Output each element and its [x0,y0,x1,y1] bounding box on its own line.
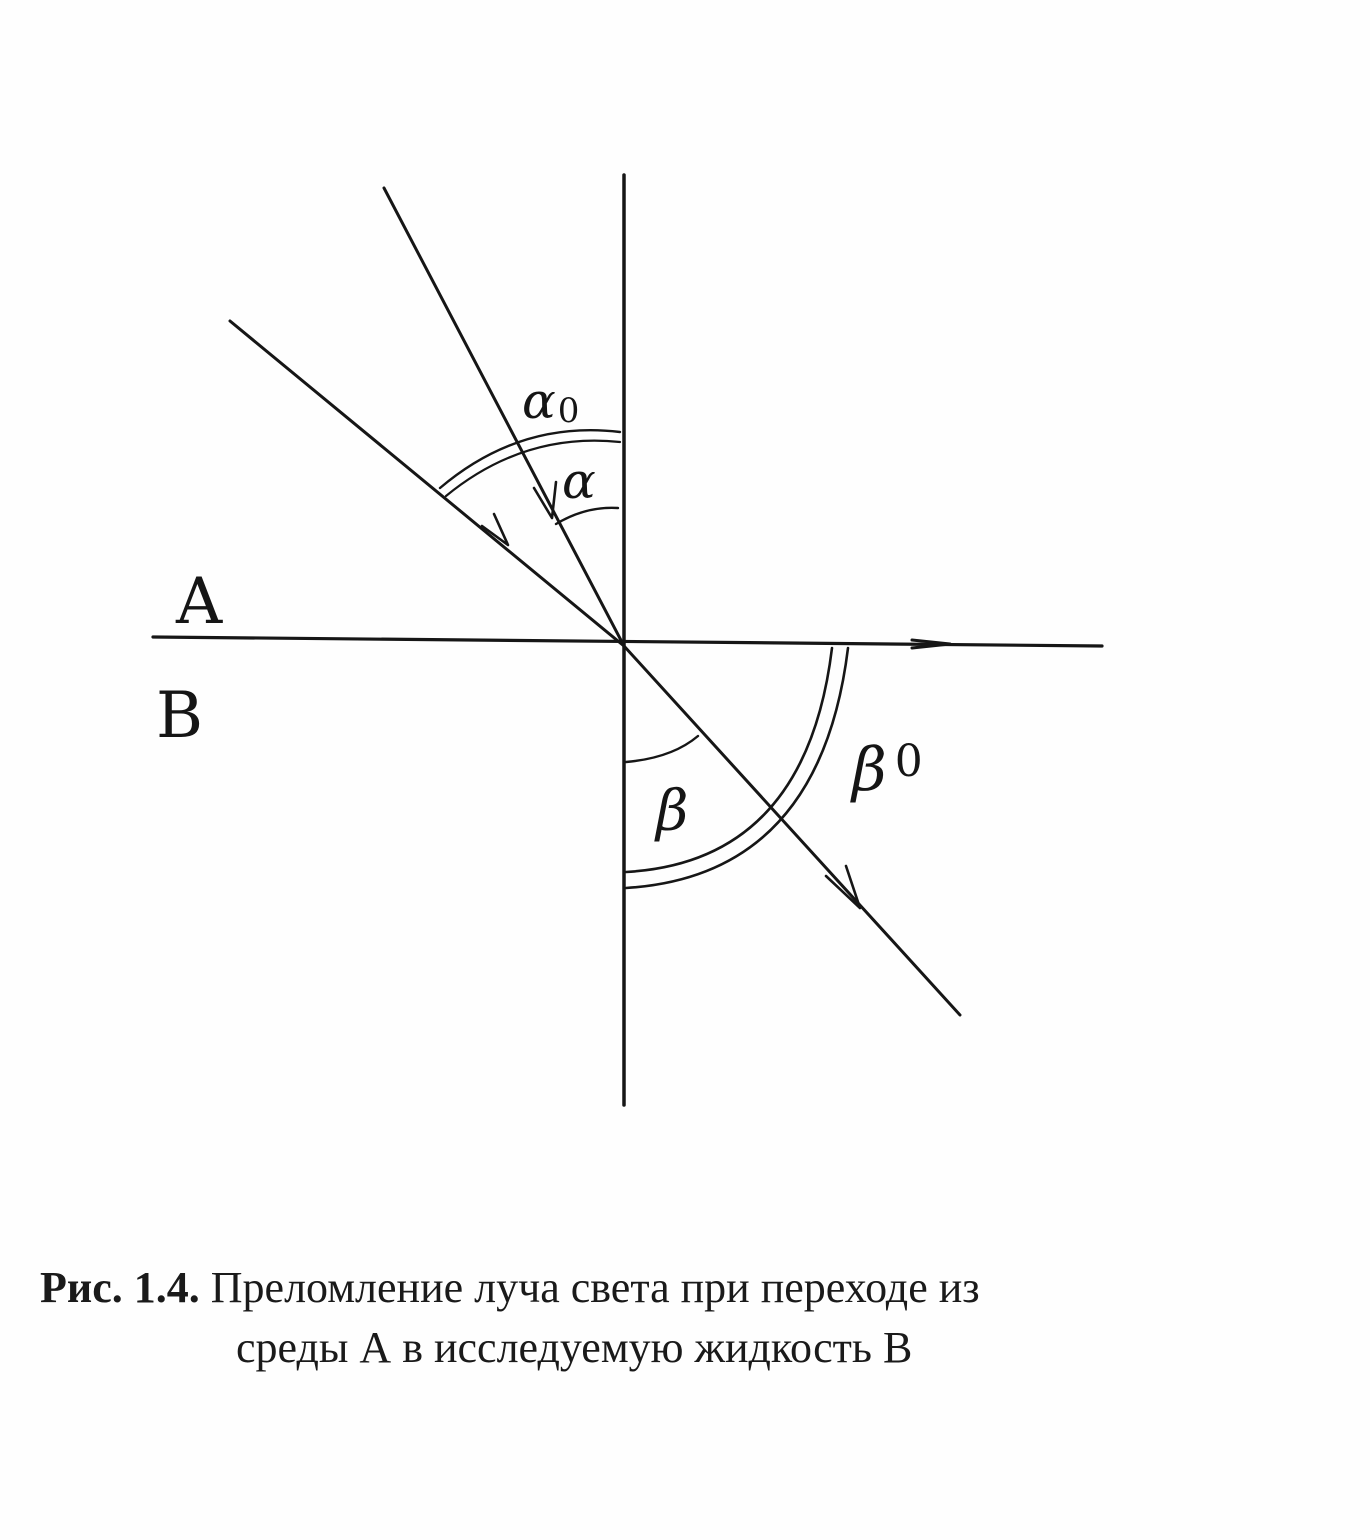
figure-caption [40,1258,1160,1378]
beta0-label-symbol: β [852,735,887,805]
caption-line-2: среды А в исследуемую жидкость В [236,1323,913,1372]
alpha0-label-symbol: α [522,372,556,430]
alpha-label: α [562,452,596,510]
interface-line [153,637,1102,646]
medium-b-label: B [156,679,204,753]
caption-line-1 [40,1258,1160,1318]
caption-text-1: Преломление луча света при переходе из [210,1263,980,1312]
incident-ray-alpha-arrow-icon [534,482,556,518]
alpha-arc [556,508,618,524]
incident-ray-alpha [384,188,624,646]
caption-figure-number: Рис. 1.4. [40,1263,200,1312]
alpha0-label-subscript: 0 [557,391,580,431]
medium-a-label: A [176,565,223,639]
beta0-label [850,735,923,805]
beta-label: β [656,779,689,844]
beta-arc [626,736,698,762]
beta0-label-subscript: 0 [894,736,923,787]
alpha0-label [522,372,579,431]
